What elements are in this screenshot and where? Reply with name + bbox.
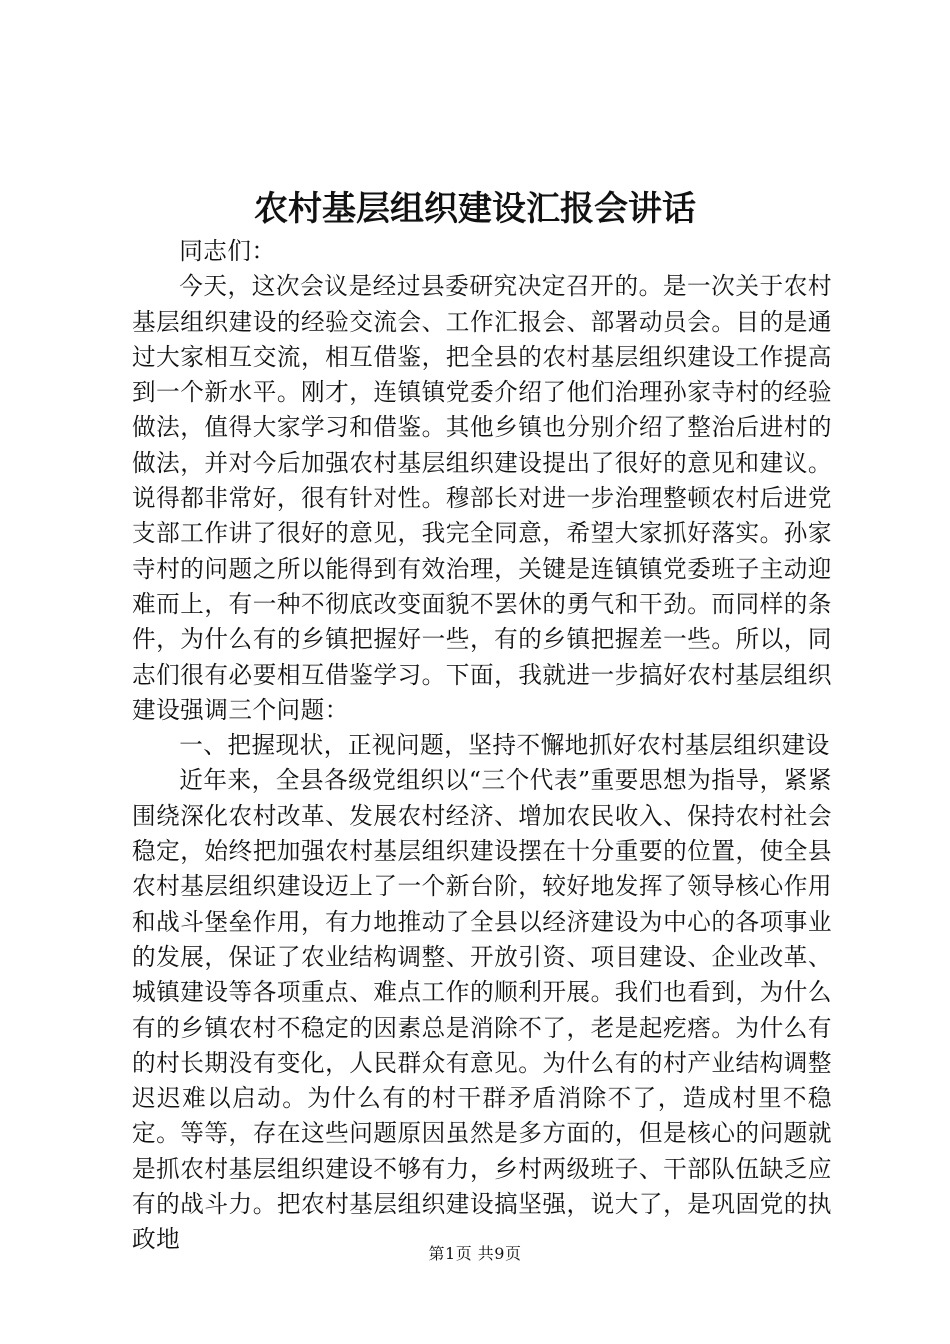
section-1-paragraph: 近年来，全县各级党组织以“三个代表”重要思想为指导，紧紧围绕深化农村改革、发展农村经济、增加农民收入、保持农村社会稳定，始终把加强农村基层组织建设摆在十分重要的位置，使全县农村基层组织建设迈上了一个新台阶，较好地发挥了领导核心作用和战斗堡垒作用，有力地推动了全县以经济建设为中心的各项事业的发展，保证了农业结构调整、开放引资、项目建设、企业改革、城镇建设等各项重点、难点工作的顺利开展。我们也看到，为什么有的乡镇农村不稳定的因素总是消除不了，老是起疙瘩。为什么有的村长期没有变化，人民群众有意见。为什么有的村产业结构调整迟迟难以启动。为什么有的村干群矛盾消除不了，造成村里不稳定。等等，存在这些问题原因虽然是多方面的，但是核心的问题就是抓农村基层组织建设不够有力，乡村两级班子、干部队伍缺乏应有的战斗力。把农村基层组织建设搞坚强，说大了，是巩固党的执政地 [132,766,832,1254]
document-body [132,234,832,1258]
section-heading-1: 一、把握现状，正视问题，坚持不懈地抓好农村基层组织建设 [179,731,830,760]
page-number-footer: 第1页 共9页 [428,1244,522,1263]
intro-paragraph: 今天，这次会议是经过县委研究决定召开的。是一次关于农村基层组织建设的经验交流会、工作汇报会、部署动员会。目的是通过大家相互交流，相互借鉴，把全县的农村基层组织建设工作提高到一个新水平。刚才，连镇镇党委介绍了他们治理孙家寺村的经验做法，值得大家学习和借鉴。其他乡镇也分别介绍了整治后进村的做法，并对今后加强农村基层组织建设提出了很好的意见和建议。说得都非常好，很有针对性。穆部长对进一步治理整顿农村后进党支部工作讲了很好的意见，我完全同意，希望大家抓好落实。孙家寺村的问题之所以能得到有效治理，关键是连镇镇党委班子主动迎难而上，有一种不彻底改变面貌不罢休的勇气和干劲。而同样的条件，为什么有的乡镇把握好一些，有的乡镇把握差一些。所以，同志们很有必要相互借鉴学习。下面，我就进一步搞好农村基层组织建设强调三个问题： [132,272,832,724]
salutation-paragraph: 同志们： [179,237,276,265]
document-title: 农村基层组织建设汇报会讲话 [254,189,696,229]
